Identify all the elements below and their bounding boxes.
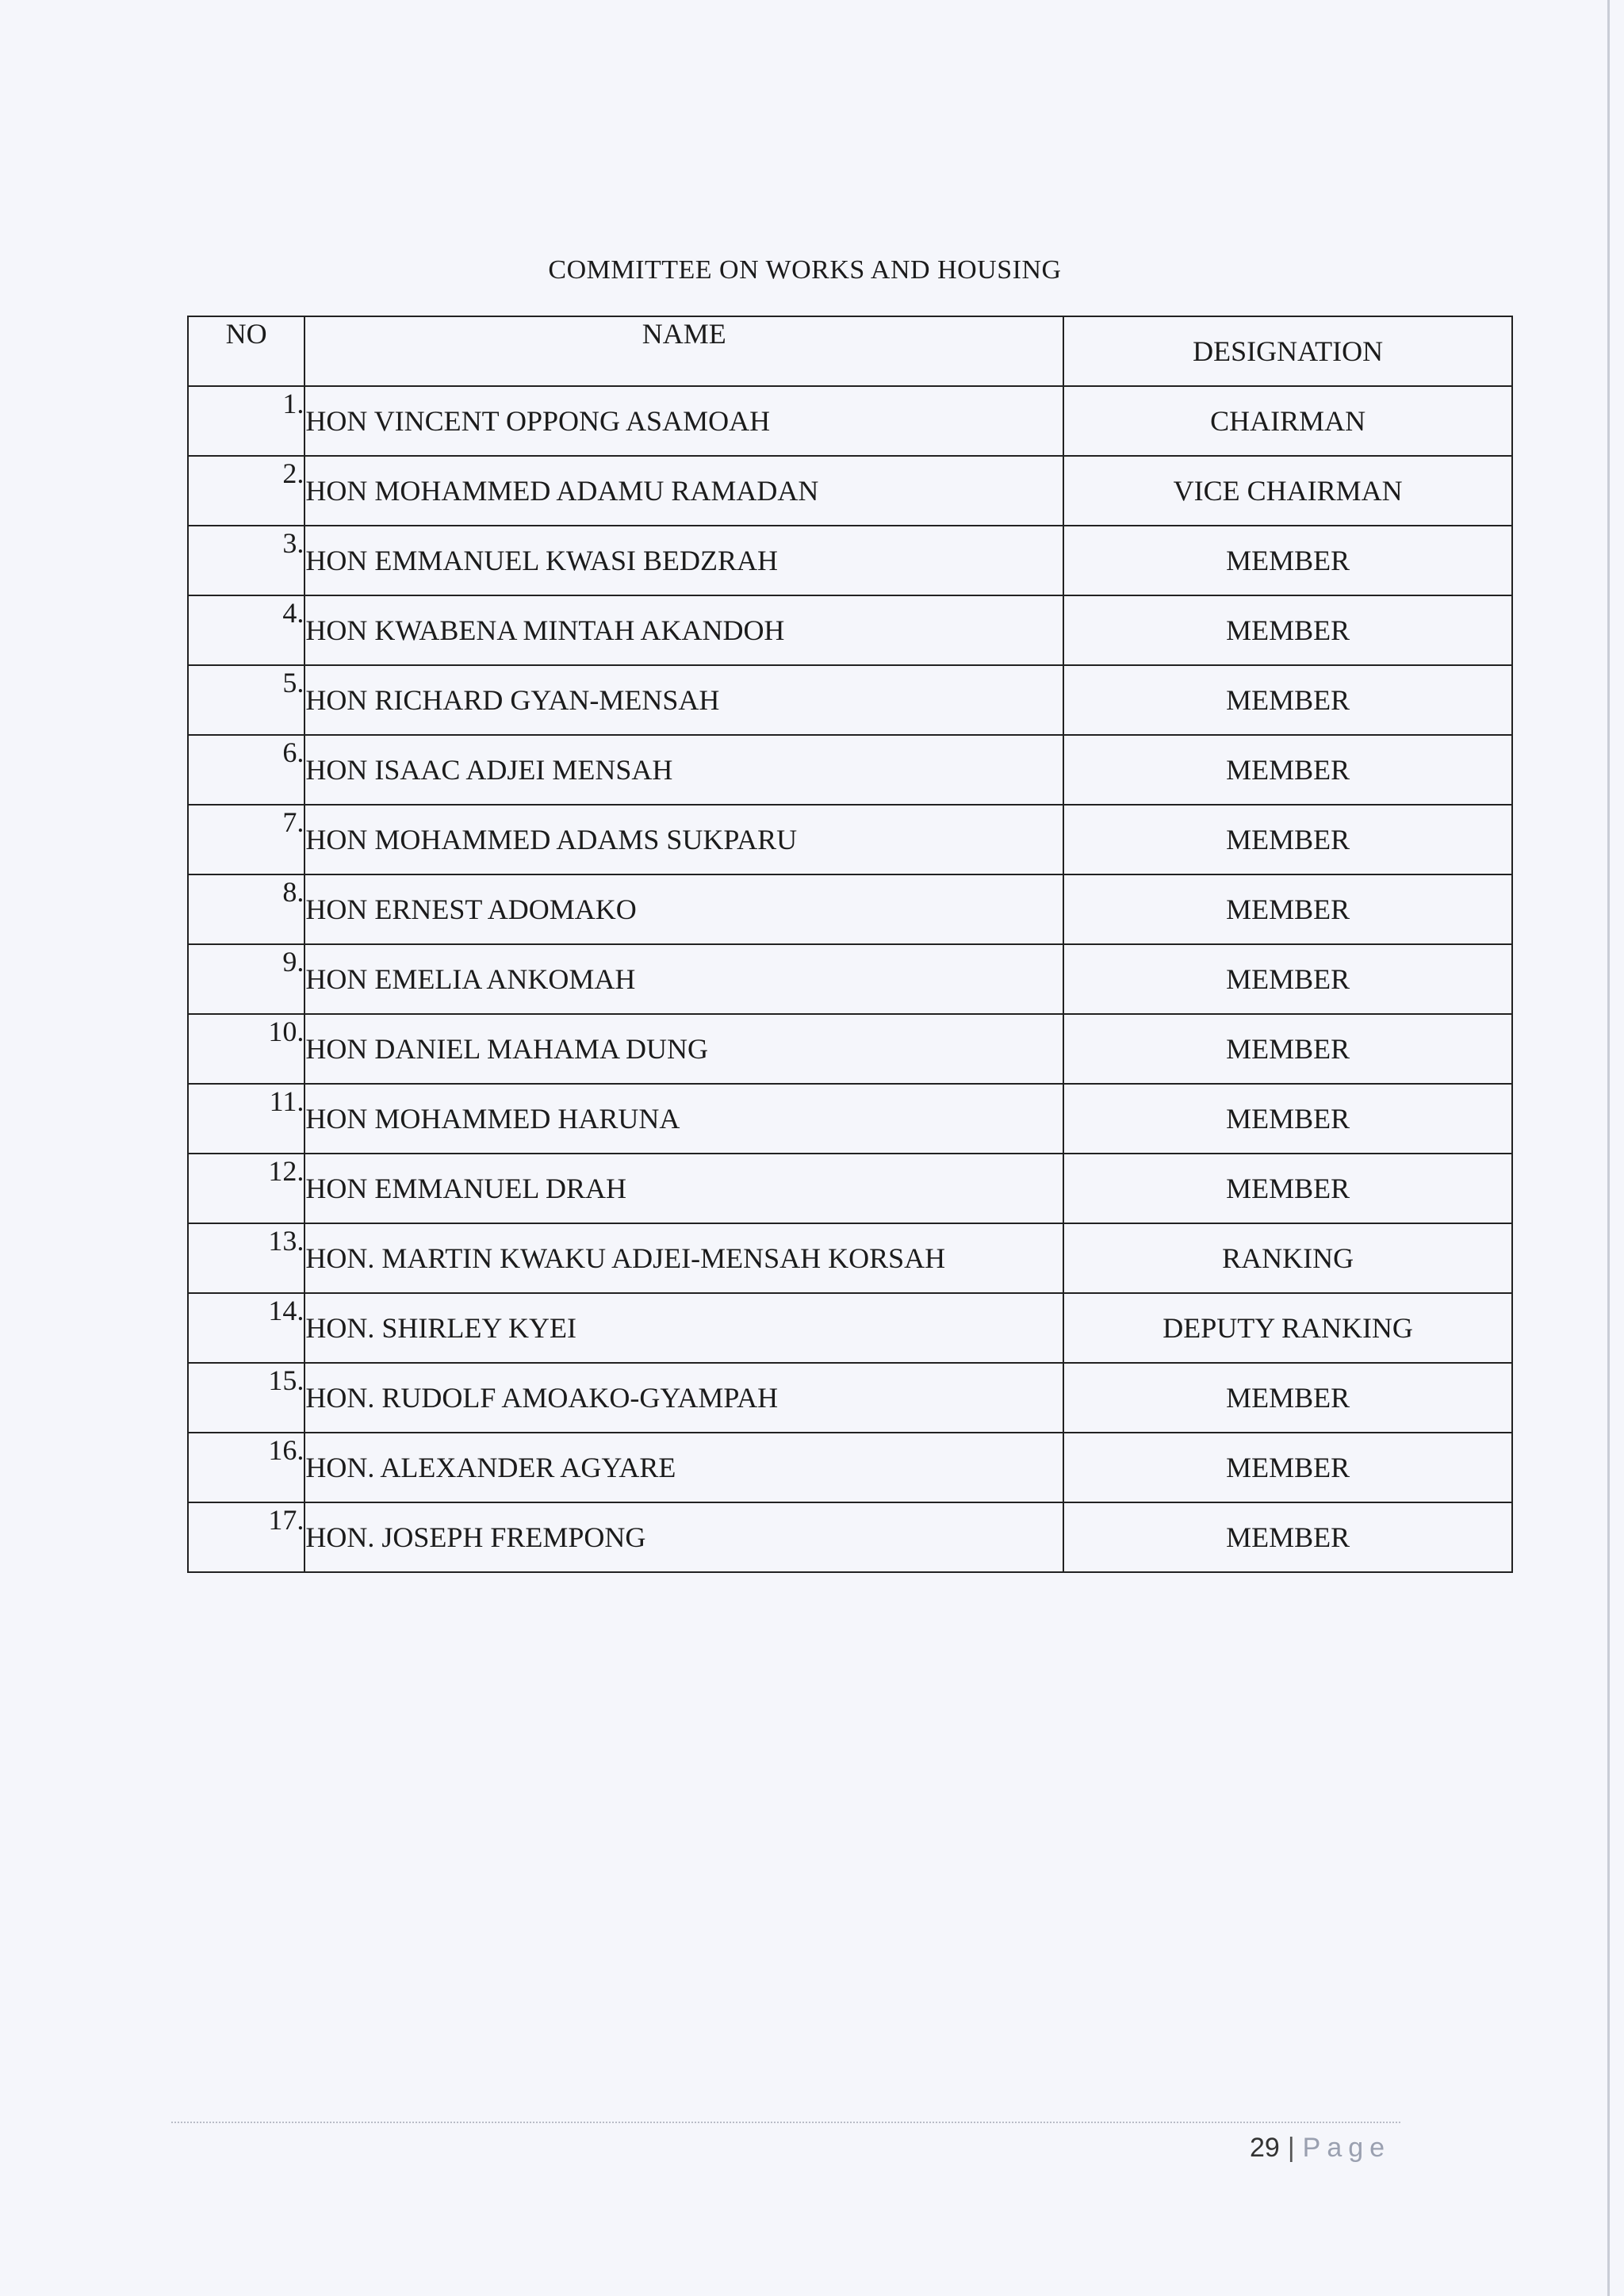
row-number: 9.	[188, 944, 304, 1014]
row-number: 5.	[188, 665, 304, 735]
member-name: HON MOHAMMED ADAMS SUKPARU	[304, 805, 1063, 874]
table-header-row	[188, 316, 1512, 386]
row-number: 1.	[188, 386, 304, 456]
table-row	[188, 595, 1512, 665]
table-row	[188, 1223, 1512, 1293]
member-designation: VICE CHAIRMAN	[1063, 456, 1512, 526]
page-edge	[1607, 0, 1610, 2296]
row-number: 10.	[188, 1014, 304, 1084]
member-designation: RANKING	[1063, 1223, 1512, 1293]
member-designation: MEMBER	[1063, 1014, 1512, 1084]
header-designation: DESIGNATION	[1063, 316, 1512, 386]
row-number: 3.	[188, 526, 304, 595]
row-number: 17.	[188, 1502, 304, 1572]
member-name: HON KWABENA MINTAH AKANDOH	[304, 595, 1063, 665]
row-number: 7.	[188, 805, 304, 874]
member-name: HON EMELIA ANKOMAH	[304, 944, 1063, 1014]
member-name: HON. MARTIN KWAKU ADJEI-MENSAH KORSAH	[304, 1223, 1063, 1293]
member-designation: MEMBER	[1063, 1433, 1512, 1502]
member-designation: MEMBER	[1063, 1502, 1512, 1572]
committee-members-table	[187, 316, 1513, 1573]
member-designation: CHAIRMAN	[1063, 386, 1512, 456]
row-number: 4.	[188, 595, 304, 665]
row-number: 14.	[188, 1293, 304, 1363]
page-number-value: 29	[1250, 2133, 1280, 2163]
table-row	[188, 526, 1512, 595]
table-row	[188, 665, 1512, 735]
table-row	[188, 1154, 1512, 1223]
member-name: HON MOHAMMED HARUNA	[304, 1084, 1063, 1154]
header-no: NO	[188, 316, 304, 386]
member-designation: MEMBER	[1063, 1154, 1512, 1223]
page-title: COMMITTEE ON WORKS AND HOUSING	[548, 255, 1062, 285]
member-designation: MEMBER	[1063, 874, 1512, 944]
table-row	[188, 1502, 1512, 1572]
row-number: 11.	[188, 1084, 304, 1154]
row-number: 15.	[188, 1363, 304, 1433]
member-name: HON. RUDOLF AMOAKO-GYAMPAH	[304, 1363, 1063, 1433]
table-row	[188, 1363, 1512, 1433]
member-designation: MEMBER	[1063, 1084, 1512, 1154]
table-row	[188, 735, 1512, 805]
member-designation: MEMBER	[1063, 526, 1512, 595]
member-designation: MEMBER	[1063, 805, 1512, 874]
member-designation: MEMBER	[1063, 595, 1512, 665]
table-row	[188, 1014, 1512, 1084]
member-name: HON. ALEXANDER AGYARE	[304, 1433, 1063, 1502]
member-name: HON RICHARD GYAN-MENSAH	[304, 665, 1063, 735]
row-number: 12.	[188, 1154, 304, 1223]
row-number: 6.	[188, 735, 304, 805]
table-row	[188, 1293, 1512, 1363]
table-row	[188, 944, 1512, 1014]
member-name: HON DANIEL MAHAMA DUNG	[304, 1014, 1063, 1084]
member-name: HON. SHIRLEY KYEI	[304, 1293, 1063, 1363]
table-row	[188, 456, 1512, 526]
row-number: 8.	[188, 874, 304, 944]
row-number: 13.	[188, 1223, 304, 1293]
row-number: 2.	[188, 456, 304, 526]
member-name: HON ERNEST ADOMAKO	[304, 874, 1063, 944]
row-number: 16.	[188, 1433, 304, 1502]
page-word: Page	[1302, 2133, 1392, 2163]
member-designation: MEMBER	[1063, 1363, 1512, 1433]
member-name: HON EMMANUEL DRAH	[304, 1154, 1063, 1223]
page-number	[1250, 2133, 1391, 2164]
member-designation: DEPUTY RANKING	[1063, 1293, 1512, 1363]
header-name: NAME	[304, 316, 1063, 386]
table-row	[188, 874, 1512, 944]
member-designation: MEMBER	[1063, 735, 1512, 805]
table-row	[188, 1433, 1512, 1502]
member-name: HON EMMANUEL KWASI BEDZRAH	[304, 526, 1063, 595]
member-name: HON. JOSEPH FREMPONG	[304, 1502, 1063, 1572]
member-name: HON MOHAMMED ADAMU RAMADAN	[304, 456, 1063, 526]
table-row	[188, 805, 1512, 874]
member-name: HON ISAAC ADJEI MENSAH	[304, 735, 1063, 805]
footer-rule	[171, 2122, 1400, 2123]
table-row	[188, 1084, 1512, 1154]
table-body	[188, 386, 1512, 1572]
table-row	[188, 386, 1512, 456]
member-designation: MEMBER	[1063, 944, 1512, 1014]
member-designation: MEMBER	[1063, 665, 1512, 735]
member-name: HON VINCENT OPPONG ASAMOAH	[304, 386, 1063, 456]
page-number-separator: |	[1287, 2133, 1295, 2163]
